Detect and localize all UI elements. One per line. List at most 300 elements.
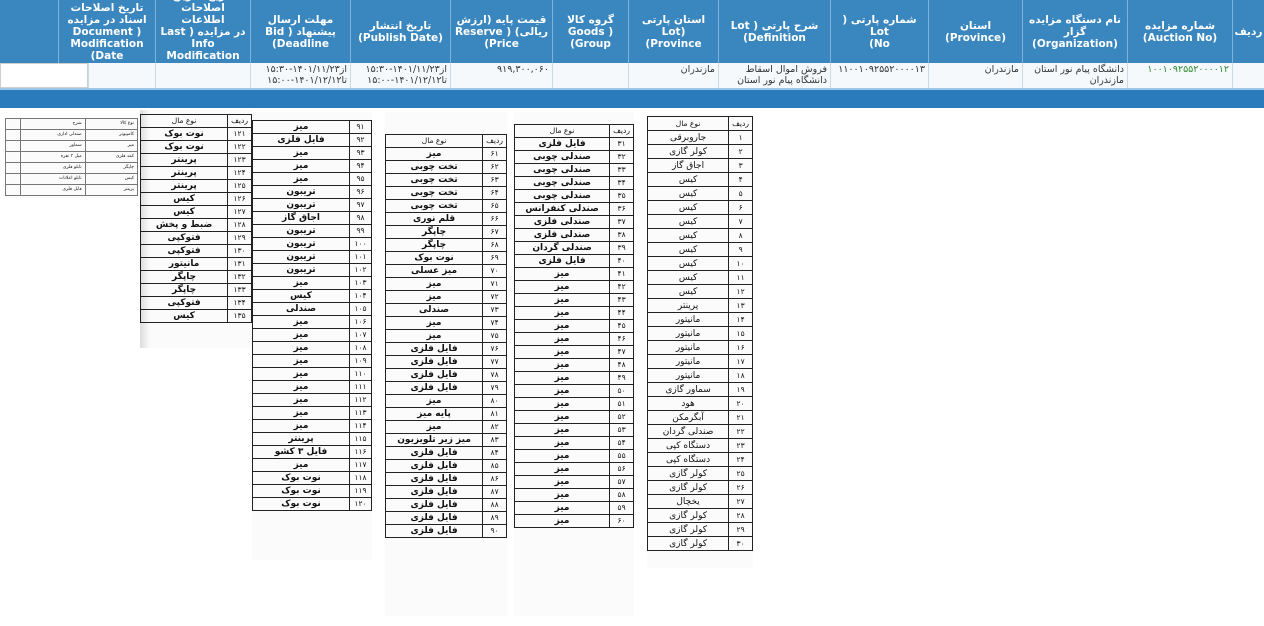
scan-cell-item: میز [253, 394, 350, 407]
col-reserve-price[interactable]: قیمت پایه (ارزش ریالی) ( Reserve Price) [450, 0, 552, 63]
scan-row [141, 245, 252, 258]
scan-cell-item: کیس [648, 173, 729, 187]
scan-cell-item: دستگاه کپی [648, 439, 729, 453]
scan-cell-radif: ۱۲۲ [228, 141, 252, 154]
scan-cell-item: صندلی گردان [515, 242, 610, 255]
scan-cell-radif: ۱۲۶ [228, 193, 252, 206]
scan-row [253, 225, 372, 238]
scan-cell-empty [6, 152, 21, 163]
scan-cell-radif: ۴۲ [610, 281, 634, 294]
scan-cell-radif: ۲۰ [729, 397, 753, 411]
scan-page-121-135[interactable] [140, 110, 252, 348]
scan-cell-radif: ۶۵ [483, 200, 507, 213]
scan-row [648, 159, 753, 173]
scan-cell-item: پایه میز [386, 408, 483, 421]
scan-row [141, 219, 252, 232]
scan-cell-item: میز [515, 515, 610, 528]
scan-cell-radif: ۷۵ [483, 330, 507, 343]
scan-cell-item: تخت چوبی [386, 174, 483, 187]
scan-row [648, 215, 753, 229]
scan-cell-item: اجاق گاز [648, 159, 729, 173]
cell-reserve-price: ۹۱۹,۳۰۰,۰۶۰ [450, 63, 552, 88]
scan-cell-radif: ۱۰۰ [350, 238, 372, 251]
scan-cell-radif: ۱۲۷ [228, 206, 252, 219]
scan-cell-item: تریبون [253, 225, 350, 238]
scan-row [648, 257, 753, 271]
blank-cell [0, 63, 88, 88]
scan-row [515, 359, 634, 372]
scan-cell-item: هود [648, 397, 729, 411]
scan-cell-radif: ۹ [729, 243, 753, 257]
scan-cell-item: میز [386, 395, 483, 408]
cell-radif [1232, 63, 1264, 88]
scan-cell-item: صندلی [253, 303, 350, 316]
scan-page-1-30[interactable] [647, 114, 753, 568]
scan-cell: نوع کالا [85, 119, 137, 130]
scan-cell-radif: ۱۳۲ [228, 271, 252, 284]
scan-row [515, 437, 634, 450]
scan-cell-item: نوت بوک [253, 498, 350, 511]
scan-cell-item: میز [386, 278, 483, 291]
scan-cell-item: میز [386, 330, 483, 343]
scan-cell-radif: ۶۸ [483, 239, 507, 252]
scan-cell-radif: ۵۱ [610, 398, 634, 411]
scan-cell: مبل ۳ نفره [20, 152, 85, 163]
col-organization[interactable]: نام دستگاه مزایده گزار (Organization) [1022, 0, 1127, 63]
scan-cell-radif: ۱ [729, 131, 753, 145]
scan-row [515, 333, 634, 346]
scan-row [253, 420, 372, 433]
scan-cell-item: میز [253, 355, 350, 368]
scan-row [515, 281, 634, 294]
scan-table [514, 124, 634, 528]
scan-cell-radif: ۱۸ [729, 369, 753, 383]
scan-cell: پرینتر [85, 185, 137, 196]
scan-header-radif: ردیف [483, 135, 507, 148]
scan-cell-item: تخت چوبی [386, 200, 483, 213]
scan-row [253, 264, 372, 277]
scan-cell-radif: ۳۱ [610, 138, 634, 151]
scan-row [253, 446, 372, 459]
scan-cell-item: میز [253, 121, 350, 134]
scan-cell-item: نوت بوک [141, 128, 228, 141]
scan-cell: کامپیوتر [85, 130, 137, 141]
scan-cell-item: فتوکپی [141, 297, 228, 310]
scan-cell-item: مانیتور [648, 341, 729, 355]
scan-cell-radif: ۱۱۴ [350, 420, 372, 433]
scan-table-header [648, 117, 753, 131]
scan-cell-item: میز [253, 277, 350, 290]
scan-cell-item: فایل ۳ کشو [253, 446, 350, 459]
scan-row [253, 433, 372, 446]
scan-row [141, 310, 252, 323]
scan-cell-item: کیس [648, 187, 729, 201]
col-lot-definition[interactable]: شرح پارتی ( Lot Definition) [718, 0, 830, 63]
scan-cell-radif: ۹۴ [350, 160, 372, 173]
scan-cell-radif: ۴۳ [610, 294, 634, 307]
scan-cell-item: فایل فلزی [386, 356, 483, 369]
scan-cell-radif: ۱۳۳ [228, 284, 252, 297]
scan-page-91-120[interactable] [252, 112, 372, 560]
scan-page-61-90[interactable] [385, 112, 507, 616]
scan-row [386, 278, 507, 291]
scan-cell-item: میز [515, 424, 610, 437]
scan-row [515, 164, 634, 177]
scan-row [515, 372, 634, 385]
scan-row [253, 329, 372, 342]
scan-row [648, 537, 753, 551]
scan-row [253, 485, 372, 498]
scan-row [6, 174, 138, 185]
col-last-info-modification[interactable]: اصلاحات اطلاعات در مزایده ( Last Info Modification [155, 0, 250, 63]
scan-header-item: نوع مال [515, 125, 610, 138]
scan-row [386, 512, 507, 525]
scan-cell-item: نوت بوک [253, 472, 350, 485]
scan-cell-item: کیس [648, 271, 729, 285]
scan-row [141, 141, 252, 154]
scan-cell-radif: ۲۵ [729, 467, 753, 481]
scan-row [253, 290, 372, 303]
scan-cell-item: مانیتور [648, 369, 729, 383]
scan-cell-radif: ۴۱ [610, 268, 634, 281]
scan-cell-radif: ۲۳ [729, 439, 753, 453]
col-radif[interactable]: ردیف [1232, 0, 1264, 63]
scan-cell-radif: ۳۲ [610, 151, 634, 164]
scan-row [648, 229, 753, 243]
scan-cell-item: سماور گازی [648, 383, 729, 397]
scan-cell-item: میز [515, 437, 610, 450]
scan-cell-radif: ۱۰۵ [350, 303, 372, 316]
scan-row [141, 193, 252, 206]
scan-row [515, 307, 634, 320]
scan-cell-item: میز [515, 502, 610, 515]
scan-cell-radif: ۶ [729, 201, 753, 215]
scan-row [253, 381, 372, 394]
scan-row [253, 394, 372, 407]
scan-cell-radif: ۳۸ [610, 229, 634, 242]
col-bid-deadline[interactable]: مهلت ارسال پیشنهاد ( Bid Deadline) [250, 0, 350, 63]
scan-cell-item: میز [386, 148, 483, 161]
scan-cell-radif: ۵۴ [610, 437, 634, 450]
scan-cell-radif: ۱۵ [729, 327, 753, 341]
scan-cell-radif: ۱۰۳ [350, 277, 372, 290]
scan-row [141, 154, 252, 167]
scan-cell-radif: ۱۳۱ [228, 258, 252, 271]
cell-lot-province: مازندران [628, 63, 718, 88]
scan-cell-item: فتوکپی [141, 232, 228, 245]
scan-cell-item: فایل فلزی [515, 255, 610, 268]
scan-cell-radif: ۴۹ [610, 372, 634, 385]
scan-cell-radif: ۱۱۲ [350, 394, 372, 407]
scan-cell-radif: ۳۹ [610, 242, 634, 255]
scan-cell-radif: ۶۰ [610, 515, 634, 528]
scan-cell-radif: ۱۳۰ [228, 245, 252, 258]
scan-row [6, 130, 138, 141]
scan-cell-item: نوت بوک [386, 252, 483, 265]
scan-cell-radif: ۸۵ [483, 460, 507, 473]
scan-row [648, 383, 753, 397]
scan-row [648, 355, 753, 369]
cell-lot-definition: فروش اموال اسقاط دانشگاه پیام نور استان [718, 63, 830, 88]
scan-row [141, 284, 252, 297]
scan-row [386, 148, 507, 161]
scan-cell-item: میز [253, 368, 350, 381]
scan-row [386, 265, 507, 278]
scan-row [515, 515, 634, 528]
scan-cell-item: مانیتور [141, 258, 228, 271]
scan-cell-item: ضبط و پخش [141, 219, 228, 232]
scan-row [386, 213, 507, 226]
scan-cell-radif: ۷۳ [483, 304, 507, 317]
scan-cell-item: میز [515, 476, 610, 489]
scan-row [648, 299, 753, 313]
scan-cell-radif: ۱۰۶ [350, 316, 372, 329]
scan-row [253, 173, 372, 186]
scan-cell-item: کیس [648, 215, 729, 229]
scan-cell-radif: ۷۸ [483, 369, 507, 382]
scan-cell-item: تریبون [253, 251, 350, 264]
scan-cell-item: تخت چوبی [386, 161, 483, 174]
scan-row [648, 453, 753, 467]
scan-row [515, 242, 634, 255]
scan-row [6, 119, 138, 130]
scan-cell-radif: ۴۴ [610, 307, 634, 320]
scan-cell-item: میز [515, 359, 610, 372]
scan-cell-item: میز [253, 407, 350, 420]
scan-cell-item: میز [515, 489, 610, 502]
scan-row [515, 255, 634, 268]
scan-cell-item: میز عسلی [386, 265, 483, 278]
scan-row [386, 304, 507, 317]
scan-row [253, 199, 372, 212]
scan-row [6, 163, 138, 174]
scan-row [648, 523, 753, 537]
scan-cell-item: کولر گازی [648, 509, 729, 523]
col-publish-date[interactable]: تاریخ انتشار (Publish Date) [350, 0, 450, 63]
scan-cell-item: کیس [141, 206, 228, 219]
scan-cell-radif: ۱۰۹ [350, 355, 372, 368]
scan-cell-item: کیس [648, 257, 729, 271]
scan-cell-radif: ۷۰ [483, 265, 507, 278]
scan-row [648, 425, 753, 439]
page-shadow [140, 110, 150, 348]
scan-cell-radif: ۱۲۸ [228, 219, 252, 232]
scan-row [515, 424, 634, 437]
scan-header-item: نوع مال [386, 135, 483, 148]
col-lot-no[interactable]: شماره پارتی ( Lot No) [830, 0, 928, 63]
scan-row [648, 439, 753, 453]
scan-row [515, 151, 634, 164]
scan-row [253, 186, 372, 199]
scan-cell-item: چاپگر [386, 226, 483, 239]
col-auction-no[interactable]: شماره مزایده (Auction No) [1127, 0, 1232, 63]
scan-row [386, 200, 507, 213]
scan-cell-radif: ۸ [729, 229, 753, 243]
scan-cell-item: فایل فلزی [386, 369, 483, 382]
scan-row [253, 238, 372, 251]
scan-cell-radif: ۷ [729, 215, 753, 229]
cell-document-modification [88, 63, 155, 88]
scan-cell-item: چاپگر [386, 239, 483, 252]
scan-row [515, 489, 634, 502]
scan-cell-radif: ۵۰ [610, 385, 634, 398]
scan-cell-radif: ۴۸ [610, 359, 634, 372]
scan-cell-item: مانیتور [648, 355, 729, 369]
scan-cell-item: تریبون [253, 264, 350, 277]
scan-cell-item: میز [515, 268, 610, 281]
scan-row [386, 460, 507, 473]
scan-cell-radif: ۴۷ [610, 346, 634, 359]
scan-row [386, 174, 507, 187]
scan-row [515, 229, 634, 242]
scan-row [386, 369, 507, 382]
scan-cell-radif: ۶۷ [483, 226, 507, 239]
scan-header-radif: ردیف [228, 115, 252, 128]
scan-cell-item: قلم نوری [386, 213, 483, 226]
scan-cell-item: میز [515, 463, 610, 476]
scan-cell-radif: ۱۲۰ [350, 498, 372, 511]
scan-row [253, 251, 372, 264]
scan-cell-item: چاپگر [141, 271, 228, 284]
scan-cell-item: میز [253, 173, 350, 186]
col-goods-group[interactable]: گروه کالا ( Goods Group) [552, 0, 628, 63]
cell-publish-date: از۱۴۰۱/۱۱/۲۳-۱۵:۳۰ تا۱۴۰۱/۱۲/۱۲-۱۵:۰۰ [350, 63, 450, 88]
scan-cell-radif: ۲۲ [729, 425, 753, 439]
scan-cell-radif: ۳ [729, 159, 753, 173]
scan-row [386, 161, 507, 174]
col-province[interactable]: استان (Province) [928, 0, 1022, 63]
scan-cell-radif: ۹۳ [350, 147, 372, 160]
scan-cell-item: فایل فلزی [386, 486, 483, 499]
scan-row [253, 342, 372, 355]
scan-row [648, 467, 753, 481]
scan-cell-item: کولر گازی [648, 145, 729, 159]
scan-cell-item: کیس [141, 193, 228, 206]
scan-row [386, 187, 507, 200]
scan-row [386, 239, 507, 252]
scan-cell-radif: ۱۰۷ [350, 329, 372, 342]
scan-cell-item: میز [386, 317, 483, 330]
cell-last-info-modification [155, 63, 250, 88]
scan-cell-item: پرینتر [141, 180, 228, 193]
scan-row [386, 434, 507, 447]
scan-cell-radif: ۴۵ [610, 320, 634, 333]
scan-cell-radif: ۱۱۳ [350, 407, 372, 420]
scan-cell-radif: ۸۳ [483, 434, 507, 447]
scan-row [253, 316, 372, 329]
scan-cell-item: نوت بوک [253, 485, 350, 498]
scan-row [648, 187, 753, 201]
scan-cell-item: تریبون [253, 199, 350, 212]
scan-cell-item: میز [515, 398, 610, 411]
scan-cell: کمد فلزی [85, 152, 137, 163]
scan-row [648, 271, 753, 285]
scan-cell-radif: ۱۱۶ [350, 446, 372, 459]
scan-cell-item: صندلی چوبی [515, 190, 610, 203]
scan-row [253, 459, 372, 472]
scan-cell-radif: ۷۲ [483, 291, 507, 304]
scan-cell-item: کولر گازی [648, 537, 729, 551]
scan-cell-radif: ۸۱ [483, 408, 507, 421]
scan-cell-radif: ۵۳ [610, 424, 634, 437]
scan-row [253, 407, 372, 420]
scan-row [515, 398, 634, 411]
scan-cell-item: صندلی چوبی [515, 151, 610, 164]
scan-row [648, 495, 753, 509]
scan-row [141, 180, 252, 193]
scan-cell-radif: ۱۱۸ [350, 472, 372, 485]
scan-cell-radif: ۹۹ [350, 225, 372, 238]
scan-cell-radif: ۱۱۹ [350, 485, 372, 498]
scan-cell-radif: ۷۹ [483, 382, 507, 395]
scan-cell-item: کیس [648, 229, 729, 243]
scan-cell-radif: ۸۷ [483, 486, 507, 499]
scan-cell-empty [6, 141, 21, 152]
scan-row [515, 385, 634, 398]
scan-row [648, 327, 753, 341]
scan-cell-radif: ۲۸ [729, 509, 753, 523]
scan-cell-item: دستگاه کپی [648, 453, 729, 467]
scan-cell-item: میز [386, 421, 483, 434]
scan-cell-item: میز [253, 147, 350, 160]
scan-cell-radif: ۴۶ [610, 333, 634, 346]
scan-cell-radif: ۱۱ [729, 271, 753, 285]
scan-cell-radif: ۷۱ [483, 278, 507, 291]
scan-cell: سماور [20, 141, 85, 152]
scan-cell-item: مانیتور [648, 327, 729, 341]
table-row[interactable] [0, 63, 1264, 88]
scan-row [515, 203, 634, 216]
scan-page-summary[interactable] [5, 118, 138, 198]
scan-cell-radif: ۱۳۵ [228, 310, 252, 323]
scan-cell-radif: ۹۱ [350, 121, 372, 134]
scan-row [253, 160, 372, 173]
scan-row [648, 285, 753, 299]
scan-row [386, 291, 507, 304]
scan-row [386, 408, 507, 421]
scan-row [515, 411, 634, 424]
scan-table [140, 114, 252, 323]
scan-table [5, 118, 138, 196]
scan-cell-radif: ۲۱ [729, 411, 753, 425]
scan-cell-radif: ۷۴ [483, 317, 507, 330]
scan-cell-radif: ۹۲ [350, 134, 372, 147]
scan-cell-radif: ۹۸ [350, 212, 372, 225]
scan-cell-item: تخت چوبی [386, 187, 483, 200]
scan-row [386, 525, 507, 538]
col-lot-province[interactable]: استان پارتی (Lot Province) [628, 0, 718, 63]
scan-cell-radif: ۵۶ [610, 463, 634, 476]
cell-auction-no[interactable]: ۱۰۰۱۰۹۲۵۵۲۰۰۰۰۱۲ [1127, 63, 1232, 88]
scan-cell-item: صندلی گردان [648, 425, 729, 439]
scan-row [253, 355, 372, 368]
scan-row [141, 297, 252, 310]
scan-cell-item: میز [515, 320, 610, 333]
scan-row [386, 330, 507, 343]
scan-cell: صندلی اداری [20, 130, 85, 141]
scan-row [648, 243, 753, 257]
scan-page-31-60[interactable] [514, 112, 634, 616]
col-document-modification[interactable]: تاریخ اصلاحات اسناد در مزایده ( Document Modification Date) [58, 0, 155, 63]
scan-table-header [515, 125, 634, 138]
cell-lot-no: ۱۱۰۰۱۰۹۲۵۵۲۰۰۰۰۱۳ [830, 63, 928, 88]
cell-goods-group [552, 63, 628, 88]
scan-row [648, 509, 753, 523]
scan-cell-item: تریبون [253, 238, 350, 251]
scan-cell: تابلو اعلانات [20, 174, 85, 185]
scan-cell-item: صندلی چوبی [515, 177, 610, 190]
scan-cell-radif: ۸۶ [483, 473, 507, 486]
